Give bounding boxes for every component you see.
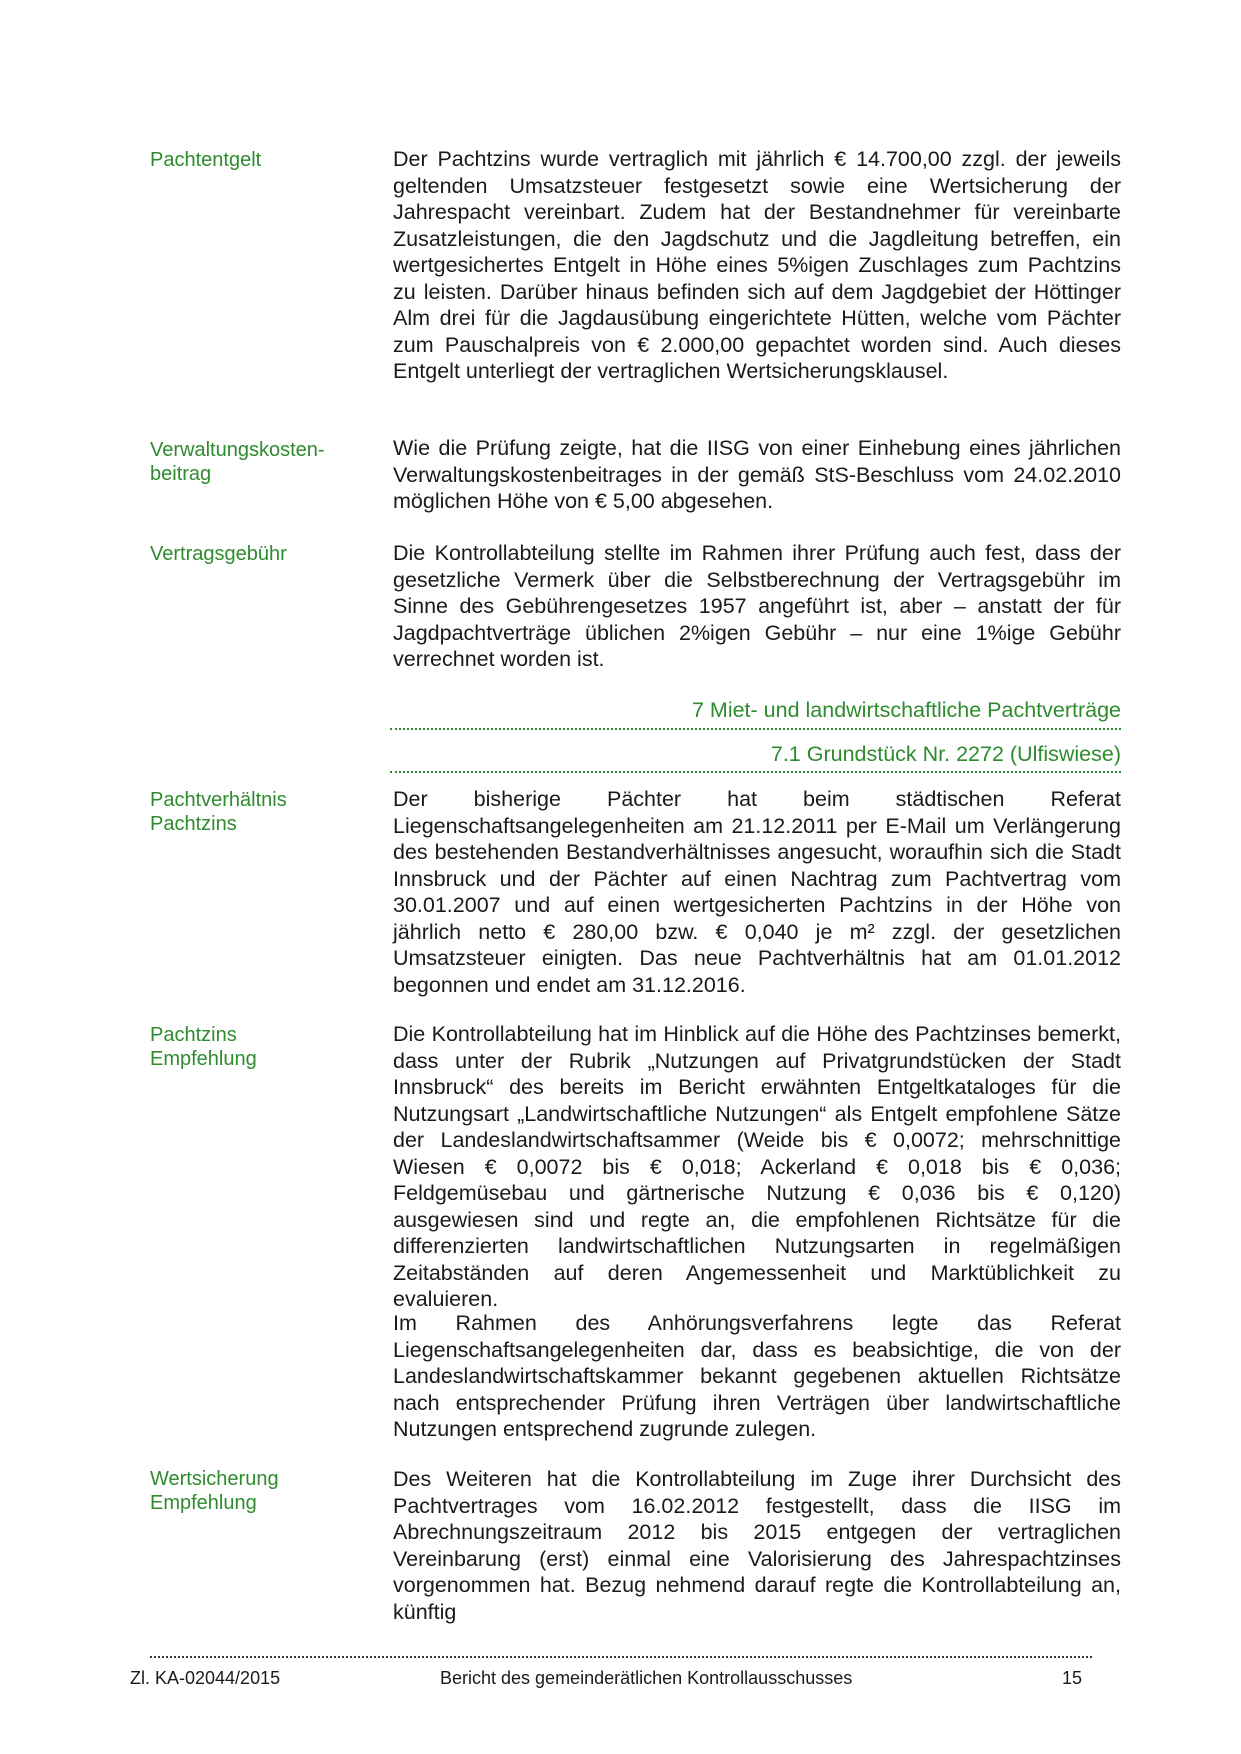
heading-divider-7-1 — [390, 771, 1121, 773]
paragraph-pachtentgelt: Der Pachtzins wurde vertraglich mit jährlich € 14.700,00 zzgl. der jeweils geltenden Umsatzsteuer festgesetzt sowie eine Wertsicherung der Jahrespacht vereinbart. Zudem hat der Bestandnehmer für vereinbarte Zusatzleistungen, die den Jagdschutz und die Jagdleitung betreffen, ein wertgesichertes Entgelt in Höhe eines 5%igen Zuschlages zum Pachtzins zu leisten. Darüber hinaus befinden sich auf dem Jagdgebiet der Höttinger Alm drei für die Jagdausübung eingerichtete Hütten, welche vom Pächter zum Pauschalpreis von € 2.000,00 gepachtet worden sind. Auch dieses Entgelt unterliegt der vertraglichen Wertsicherungsklausel. — [393, 147, 1121, 383]
margin-label-pachtentgelt: Pachtentgelt — [150, 149, 262, 171]
footer-report-title: Bericht des gemeinderätlichen Kontrollausschusses — [440, 1668, 853, 1688]
section-heading-7: 7 Miet- und landwirtschaftliche Pachtverträge — [691, 698, 1121, 722]
paragraph-pachtverhaeltnis: Der bisherige Pächter hat beim städtischen Referat Liegenschaftsangelegenheiten am 21.12.2011 per E-Mail um Verlängerung des bestehenden Bestandverhältnisses angesucht, woraufhin sich die Stadt Innsbruck und der Pächter auf einen Nachtrag zum Pachtvertrag vom 30.01.2007 und auf einen wertgesicherten Pachtzins in der Höhe von jährlich netto € 280,00 bzw. € 0,040 je m² zzgl. der gesetzlichen Umsatzsteuer einigten. Das neue Pachtverhältnis hat am 01.01.2012 begonnen und endet am 31.12.2016. — [393, 787, 1121, 997]
margin-label-verwaltungskostenbeitrag: Verwaltungskosten- beitrag — [150, 439, 325, 485]
footer-divider — [150, 1656, 1092, 1658]
margin-label-pachtzins-empfehlung: Pachtzins Empfehlung — [150, 1024, 257, 1070]
margin-label-pachtverhaeltnis: Pachtverhältnis Pachtzins — [150, 789, 287, 835]
page-number: 15 — [1062, 1668, 1083, 1688]
paragraph-vertragsgebuehr: Die Kontrollabteilung stellte im Rahmen ihrer Prüfung auch fest, dass der gesetzliche Vermerk über die Selbstberechnung der Vertragsgebühr im Sinne des Gebührengesetzes 1957 angeführt ist, aber – anstatt der für Jagdpachtverträge üblichen 2%igen Gebühr – nur eine 1%ige Gebühr verrechnet worden ist. — [393, 541, 1121, 671]
paragraph-wertsicherung: Des Weiteren hat die Kontrollabteilung im Zuge ihrer Durchsicht des Pachtvertrages vom 16.02.2012 festgestellt, dass die IISG im Abrechnungszeitraum 2012 bis 2015 entgegen der vertraglichen Vereinbarung (erst) einmal eine Valorisierung des Jahrespachtzinses vorgenommen hat. Bezug nehmend darauf regte die Kontrollabteilung an, künftig — [393, 1467, 1121, 1624]
heading-divider-7 — [390, 728, 1121, 730]
footer-reference: Zl. KA-02044/2015 — [130, 1668, 281, 1688]
paragraph-verwaltungskostenbeitrag: Wie die Prüfung zeigte, hat die IISG von einer Einhebung eines jährlichen Verwaltungskostenbeitrages in der gemäß StS-Beschluss vom 24.02.2010 möglichen Höhe von € 5,00 abgesehen. — [393, 436, 1121, 513]
margin-label-vertragsgebuehr: Vertragsgebühr — [150, 543, 287, 565]
paragraph-anhoerungsverfahren: Im Rahmen des Anhörungsverfahrens legte das Referat Liegenschaftsangelegenheiten dar, dass es beabsichtige, die von der Landeslandwirtschaftskammer bekannt gegebenen aktuellen Richtsätze nach entsprechender Prüfung ihren Verträgen über landwirtschaftliche Nutzungen entsprechend zugrunde zulegen. — [393, 1311, 1121, 1441]
section-heading-7-1: 7.1 Grundstück Nr. 2272 (Ulfiswiese) — [770, 742, 1121, 766]
paragraph-pachtzins-empfehlung: Die Kontrollabteilung hat im Hinblick auf die Höhe des Pachtzinses bemerkt, dass unter der Rubrik „Nutzungen auf Privatgrundstücken der Stadt Innsbruck“ des bereits im Bericht erwähnten Entgeltkataloges für die Nutzungsart „Landwirtschaftliche Nutzungen“ als Entgelt empfohlene Sätze der Landeslandwirtschaftsammer (Weide bis € 0,0072; mehrschnittige Wiesen € 0,0072 bis € 0,018; Ackerland € 0,018 bis € 0,036; Feldgemüsebau und gärtnerische Nutzung € 0,036 bis € 0,120) ausgewiesen sind und regte an, die empfohlenen Richtsätze für die differenzierten landwirtschaftlichen Nutzungsarten in regelmäßigen Zeitabständen auf deren Angemessenheit und Marktüblichkeit zu evaluieren. — [393, 1022, 1121, 1311]
margin-label-wertsicherung: Wertsicherung Empfehlung — [150, 1468, 279, 1514]
